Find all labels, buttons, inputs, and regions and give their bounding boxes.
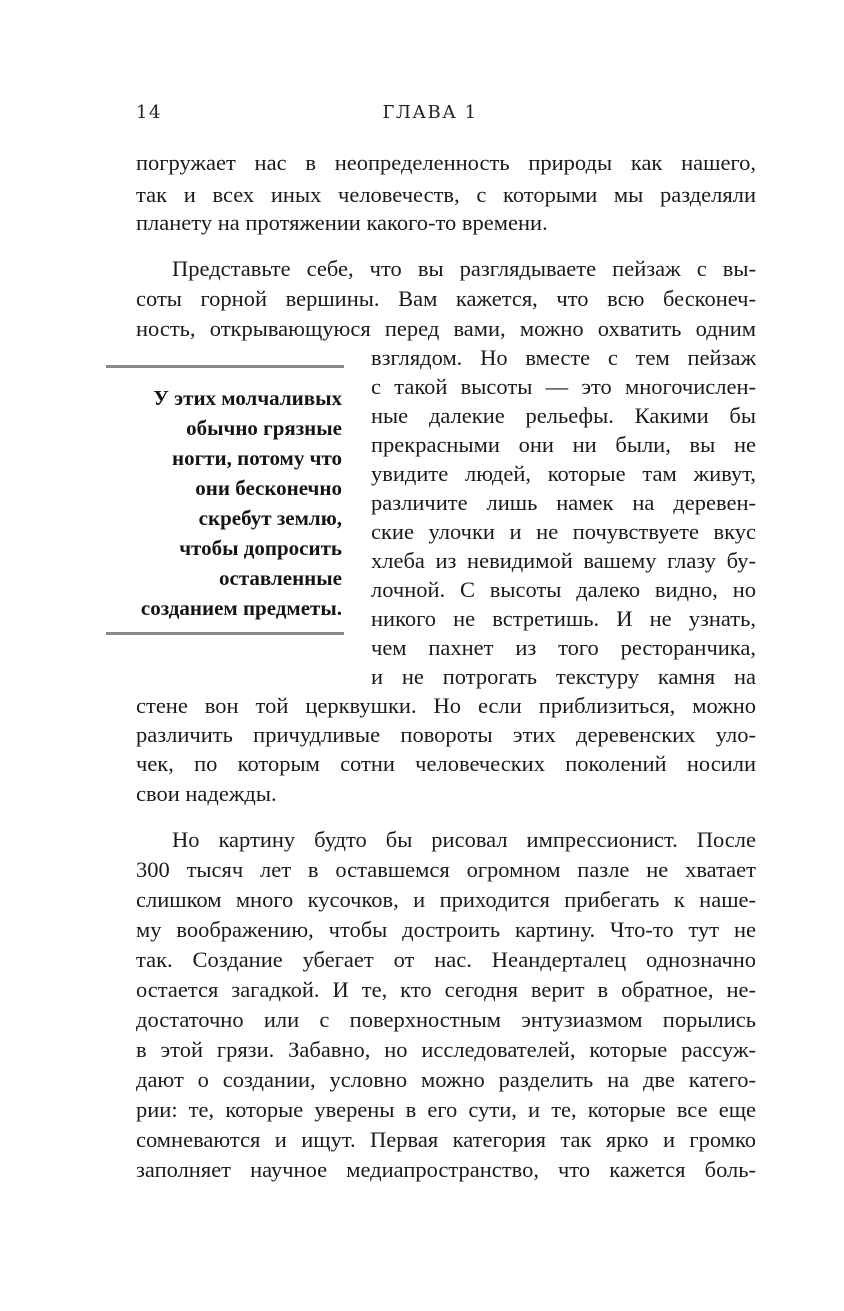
text-line: ность, открывающуюся перед вами, можно охватить одним — [136, 316, 756, 341]
text-line: соты горной вершины. Вам кажется, что всю бесконеч- — [136, 286, 756, 311]
text-line: в этой грязи. Забавно, но исследователей, которые рассуж- — [136, 1037, 756, 1062]
text-line: свои надежды. — [136, 781, 277, 806]
text-line: слишком много кусочков, и приходится прибегать к наше- — [136, 887, 756, 912]
text-line: дают о создании, условно можно разделить на две катего- — [136, 1067, 756, 1092]
text-line: различить причудливые повороты этих деревенских уло- — [136, 722, 756, 747]
text-line: различите лишь намек на деревен- — [371, 490, 756, 515]
text-line: ские улочки и не почувствуете вкус — [371, 519, 756, 544]
pull-quote-line: они бесконечно — [195, 476, 342, 500]
text-line: никого не встретишь. И не узнать, — [371, 606, 756, 631]
text-line: так и всех иных человечеств, с которыми мы разделяли — [136, 182, 756, 207]
text-line: хлеба из невидимой вашему глазу бу- — [371, 548, 756, 573]
text-line: погружает нас в неопределенность природы как нашего, — [136, 150, 756, 175]
text-line: рии: те, которые уверены в его сути, и те, которые все еще — [136, 1097, 756, 1122]
text-line: ные далекие рельефы. Какими бы — [371, 403, 756, 428]
page-number: 14 — [136, 102, 162, 123]
text-line: Но картину будто бы рисовал импрессионист. После — [172, 827, 756, 852]
pull-quote-line: скребут землю, — [198, 506, 342, 530]
text-line: взглядом. Но вместе с тем пейзаж — [371, 345, 756, 370]
pull-quote-line: ногти, потому что — [172, 446, 342, 470]
text-line: Представьте себе, что вы разглядываете пейзаж с вы- — [172, 256, 756, 281]
text-line: увидите людей, которые там живут, — [371, 461, 756, 486]
pull-quote-line: оставленные — [219, 566, 342, 590]
text-line: планету на протяжении какого-то времени. — [136, 210, 548, 235]
text-line: с такой высоты — это многочислен- — [371, 374, 756, 399]
text-line: прекрасными они ни были, вы не — [371, 432, 756, 457]
text-line: 300 тысяч лет в оставшемся огромном пазле не хватает — [136, 857, 756, 882]
text-line: остается загадкой. И те, кто сегодня верит в обратное, не- — [136, 977, 756, 1002]
text-line: лочной. С высоты далеко видно, но — [371, 577, 756, 602]
text-line: му воображению, чтобы достроить картину. Что-то тут не — [136, 917, 756, 942]
text-line: так. Создание убегает от нас. Неандерталец однозначно — [136, 947, 756, 972]
text-line: чем пахнет из того ресторанчика, — [371, 635, 756, 660]
text-line: сомневаются и ищут. Первая категория так ярко и громко — [136, 1127, 756, 1152]
pull-quote-bottom-rule — [106, 632, 344, 635]
text-line: стене вон той церквушки. Но если приблизиться, можно — [136, 693, 756, 718]
pull-quote-line: чтобы допросить — [179, 536, 342, 560]
pull-quote-line: созданием предметы. — [140, 596, 342, 620]
running-header-chapter: ГЛАВА 1 — [382, 102, 478, 123]
text-line: заполняет научное медиапространство, что кажется боль- — [136, 1157, 756, 1182]
pull-quote-line: обычно грязные — [186, 416, 342, 440]
text-line: чек, по которым сотни человеческих поколений носили — [136, 751, 756, 776]
pull-quote-top-rule — [106, 365, 344, 368]
text-line: достаточно или с поверхностным энтузиазмом порылись — [136, 1007, 756, 1032]
text-line: и не потрогать текстуру камня на — [371, 664, 756, 689]
pull-quote-line: У этих молчаливых — [153, 386, 342, 410]
